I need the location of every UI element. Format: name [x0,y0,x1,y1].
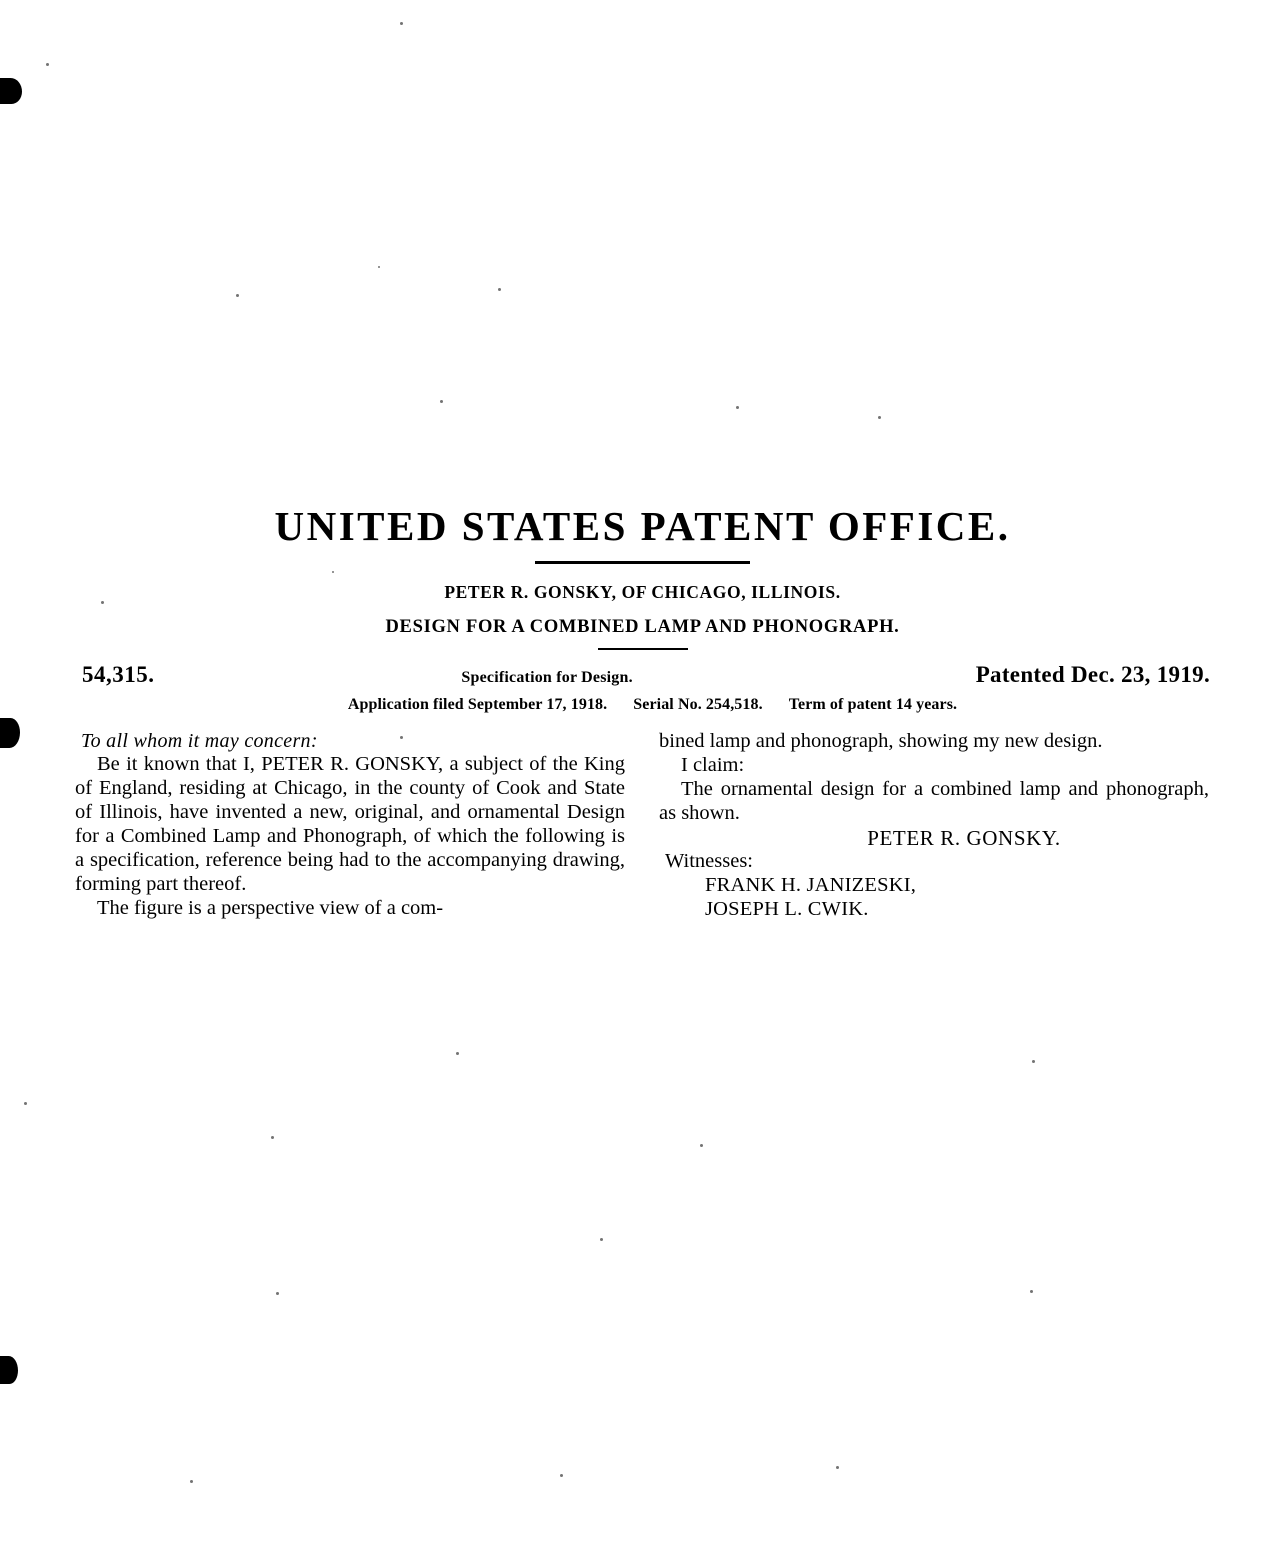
right-column [659,730,1209,922]
body-paragraph: Be it known that I, PETER R. GONSKY, a subject of the King of England, residing at Chicago, in the county of Cook and State of Illinois, have invented a new, original, and ornamental Design for a Combined Lamp and Phonograph, of which the following is a specification, reference being had to the accompanying drawing, forming part thereof. [75,753,625,896]
scan-speck [736,406,739,409]
scan-speck [878,416,881,419]
patent-document [75,505,1210,922]
inventor-signature: PETER R. GONSKY. [867,825,1061,850]
serial-number: Serial No. 254,518. [633,695,763,713]
scan-speck [560,1474,563,1477]
left-column [75,730,625,922]
scan-speck [276,1292,279,1295]
body-columns [75,730,1210,922]
scan-speck [24,1102,27,1105]
witness-name: FRANK H. JANIZESKI, [705,874,917,897]
claim-label: I claim: [681,753,745,776]
section-divider [598,648,688,650]
scan-speck [190,1480,193,1483]
patent-number: 54,315. [82,661,155,687]
page-title: UNITED STATES PATENT OFFICE. [274,503,1011,549]
scan-speck [236,294,239,297]
page-edge-artifact [0,1356,18,1384]
scan-speck [456,1052,459,1055]
title-divider [535,561,750,564]
scan-speck [271,1136,274,1139]
figure-continuation: bined lamp and phonograph, showing my new design. [659,729,1103,752]
scan-speck [1032,1060,1035,1063]
scan-speck [498,288,501,291]
application-filed: Application filed September 17, 1918. [347,695,608,713]
filing-info-row [75,696,1210,714]
scan-speck [440,400,443,403]
salutation: To all whom it may concern: [81,729,318,752]
witnesses-label: Witnesses: [665,850,753,873]
witness-name: JOSEPH L. CWIK. [705,898,869,921]
page-edge-artifact [0,718,20,748]
patent-meta-row [75,662,1210,688]
scan-speck [378,266,380,268]
scan-speck [46,63,49,66]
scan-speck [836,1466,839,1469]
patented-date: Patented Dec. 23, 1919. [975,661,1210,687]
claim-text: The ornamental design for a combined lamp and phonograph, as shown. [659,777,1209,824]
scan-speck [400,22,403,25]
scan-speck [700,1144,703,1147]
design-title: DESIGN FOR A COMBINED LAMP AND PHONOGRAPH. [385,616,900,637]
scan-speck [1030,1290,1033,1293]
specification-label: Specification for Design. [461,668,633,686]
figure-paragraph: The figure is a perspective view of a com- [97,897,444,920]
page-edge-artifact [0,78,22,104]
term-of-patent: Term of patent 14 years. [788,695,958,713]
inventor-line: PETER R. GONSKY, OF CHICAGO, ILLINOIS. [444,582,841,603]
scan-speck [600,1238,603,1241]
